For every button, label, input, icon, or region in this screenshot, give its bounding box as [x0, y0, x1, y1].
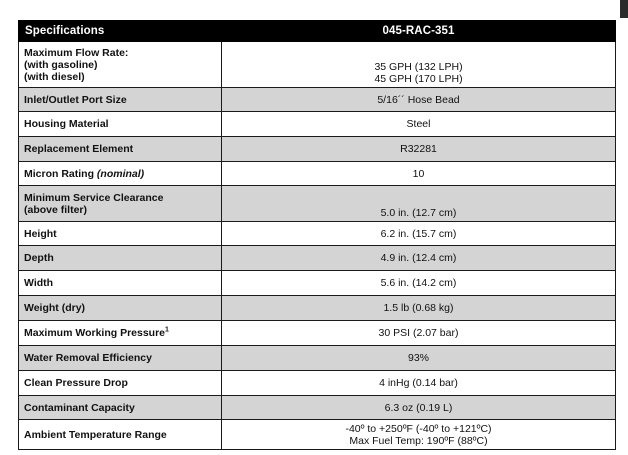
- table-row-pressure-drop: [19, 371, 616, 396]
- weight-value: 1.5 lb (0.68 kg): [222, 296, 616, 321]
- clearance-value: 5.0 in. (12.7 cm): [222, 186, 616, 222]
- temperature-value-cell: [222, 420, 616, 450]
- header-specifications: Specifications: [19, 21, 222, 42]
- width-value: 5.6 in. (14.2 cm): [222, 271, 616, 296]
- depth-label: Depth: [19, 246, 222, 271]
- height-label: Height: [19, 222, 222, 246]
- pressure-drop-label: Clean Pressure Drop: [19, 371, 222, 396]
- temperature-range-value: -40º to +250ºF (-40º to +121ºC): [345, 422, 492, 435]
- port-size-label: Inlet/Outlet Port Size: [19, 88, 222, 112]
- flow-rate-diesel-value: 45 GPH (170 LPH): [374, 73, 463, 85]
- water-removal-value: 93%: [222, 346, 616, 371]
- micron-label: Micron Rating: [24, 167, 97, 180]
- header-model-number: 045-RAC-351: [222, 21, 616, 42]
- pressure-value: 30 PSI (2.07 bar): [222, 321, 616, 346]
- replacement-label: Replacement Element: [19, 137, 222, 162]
- table-row-weight: [19, 296, 616, 321]
- clearance-label: Minimum Service Clearance: [24, 191, 164, 204]
- micron-value: 10: [222, 162, 616, 186]
- replacement-value: R32281: [222, 137, 616, 162]
- table-row-pressure: [19, 321, 616, 346]
- pressure-label-cell: [19, 321, 222, 346]
- table-row-flow-rate: [19, 42, 616, 88]
- pressure-footnote: 1: [165, 326, 169, 334]
- port-size-value: 5/16´´ Hose Bead: [222, 88, 616, 112]
- table-row-clearance: [19, 186, 616, 222]
- table-row-temperature: [19, 420, 616, 450]
- table-row-capacity: [19, 396, 616, 420]
- flow-rate-gasoline-label: (with gasoline): [24, 58, 98, 71]
- housing-value: Steel: [222, 112, 616, 137]
- temperature-label: Ambient Temperature Range: [19, 420, 222, 450]
- width-label: Width: [19, 271, 222, 296]
- depth-value: 4.9 in. (12.4 cm): [222, 246, 616, 271]
- flow-rate-label: Maximum Flow Rate:: [24, 46, 129, 59]
- table-header-row: [19, 21, 616, 42]
- page-edge-mark: [620, 0, 628, 18]
- flow-rate-gasoline-value: 35 GPH (132 LPH): [374, 61, 463, 73]
- capacity-label: Contaminant Capacity: [19, 396, 222, 420]
- flow-rate-diesel-label: (with diesel): [24, 70, 85, 83]
- table-row-micron: [19, 162, 616, 186]
- micron-nominal-label: (nominal): [96, 167, 145, 180]
- specifications-table: [18, 20, 616, 450]
- pressure-label: Maximum Working Pressure: [24, 327, 166, 339]
- weight-label: Weight (dry): [19, 296, 222, 321]
- table-row-depth: [19, 246, 616, 271]
- table-row-height: [19, 222, 616, 246]
- max-fuel-temp-value: Max Fuel Temp: 190ºF (88ºC): [349, 434, 488, 447]
- clearance-sublabel: (above filter): [24, 203, 88, 216]
- table-row-replacement: [19, 137, 616, 162]
- clearance-label-cell: [19, 186, 222, 222]
- micron-label-cell: [19, 162, 222, 186]
- table-row-port-size: [19, 88, 616, 112]
- table-row-water-removal: [19, 346, 616, 371]
- table-row-housing: [19, 112, 616, 137]
- housing-label: Housing Material: [19, 112, 222, 137]
- table-row-width: [19, 271, 616, 296]
- row-value: [222, 42, 616, 88]
- water-removal-label: Water Removal Efficiency: [19, 346, 222, 371]
- height-value: 6.2 in. (15.7 cm): [222, 222, 616, 246]
- row-label: [19, 42, 222, 88]
- capacity-value: 6.3 oz (0.19 L): [222, 396, 616, 420]
- pressure-drop-value: 4 inHg (0.14 bar): [222, 371, 616, 396]
